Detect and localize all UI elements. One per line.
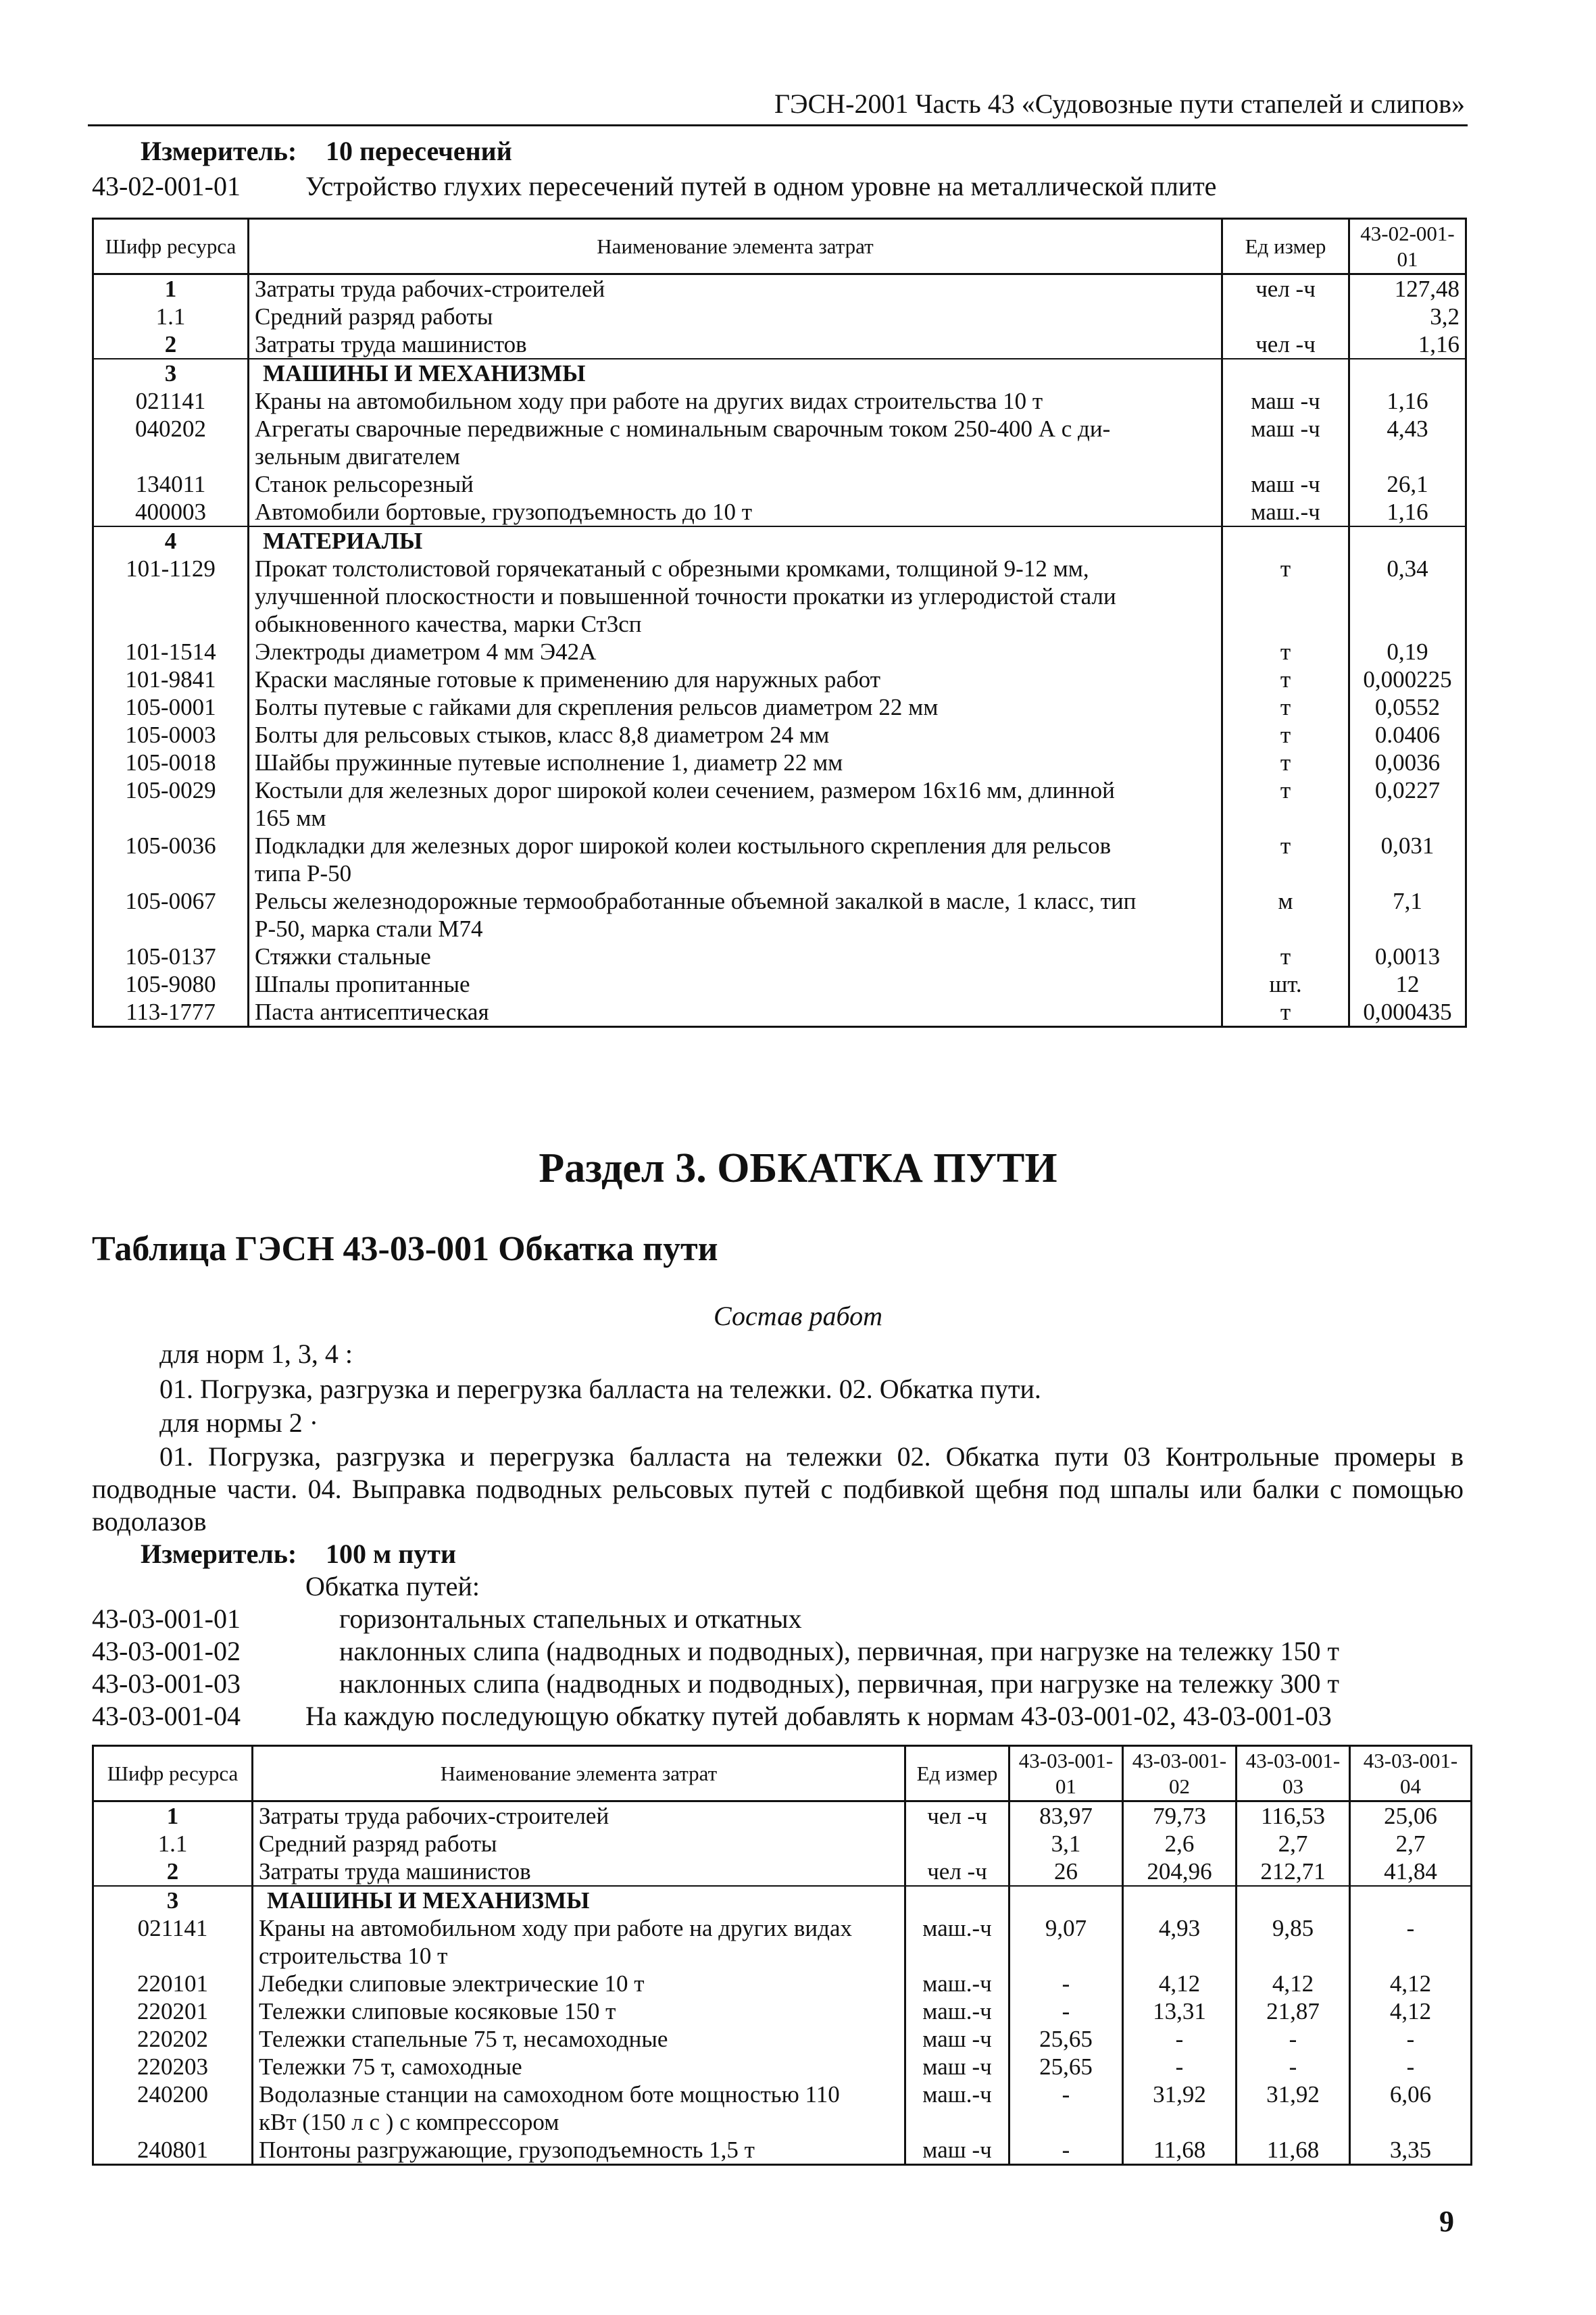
table-row: 105-0018 Шайбы пружинные путевые исполнение 1, диаметр 22 мм т 0,0036 (93, 749, 1466, 776)
col-header-name: Наименование элемента затрат (249, 219, 1222, 274)
table-row: 040202 Агрегаты сварочные передвижные с номинальным сварочным током 250-400 А с ди- зельным двигателем маш -ч 4,43 (93, 415, 1466, 470)
table-row: 105-0067 Рельсы железнодорожные термообработанные объемной закалкой в масле, 1 класс, тип Р-50, марка стали М74 м 7,1 (93, 887, 1466, 943)
measure-label-2: Измеритель: (141, 1539, 297, 1569)
measure-value: 10 пересечений (326, 136, 512, 166)
for-norm-2: для нормы 2 · (159, 1408, 319, 1438)
norm-code: 43-03-001-03 (92, 1668, 241, 1699)
norm-description: На каждую последующую обкатку путей добавлять к нормам 43-03-001-02, 43-03-001-03 (305, 1701, 1332, 1731)
for-norms-134: для норм 1, 3, 4 : (159, 1339, 353, 1369)
col-header-code: Шифр ресурса (93, 219, 249, 274)
norm-code: 43-03-001-04 (92, 1701, 241, 1731)
table-row: 3 МАШИНЫ И МЕХАНИЗМЫ (93, 359, 1466, 387)
norm-description: наклонных слипа (надводных и подводных), первичная, при нагрузке на тележку 300 т (339, 1668, 1339, 1699)
col-header-norm-2: 43-03-001-02 (1123, 1746, 1237, 1801)
resource-table-43-03 (92, 1745, 1472, 2166)
table-row: 1 Затраты труда рабочих-строителей чел -ч 83,97 79,73 116,53 25,06 (93, 1801, 1472, 1831)
col-header-unit: Ед измер (1222, 219, 1349, 274)
table-row: 2 Затраты труда машинистов чел -ч 26 204,96 212,71 41,84 (93, 1858, 1472, 1886)
norm-description: горизонтальных стапельных и откатных (339, 1603, 802, 1634)
table-title: Таблица ГЭСН 43-03-001 Обкатка пути (92, 1230, 718, 1268)
table-row: 1 Затраты труда рабочих-строителей чел -ч 127,48 (93, 274, 1466, 303)
norm-code: 43-02-001-01 (92, 171, 241, 201)
table-row: 021141 Краны на автомобильном ходу при работе на других видах строительства 10 т маш.-ч 9,07 4,93 9,85 - (93, 1914, 1472, 1970)
table-row: 220202 Тележки стапельные 75 т, несамоходные маш -ч 25,65 - - - (93, 2025, 1472, 2053)
norm-code: 43-03-001-01 (92, 1603, 241, 1634)
table-row: 105-0001 Болты путевые с гайками для скрепления рельсов диаметром 22 мм т 0,0552 (93, 693, 1466, 721)
section-title: Раздел 3. ОБКАТКА ПУТИ (539, 1145, 1057, 1191)
table-row: 220201 Тележки слиповые косяковые 150 т маш.-ч - 13,31 21,87 4,12 (93, 1997, 1472, 2025)
col-header-code: Шифр ресурса (93, 1746, 253, 1801)
running-header: ГЭСН-2001 Часть 43 «Судовозные пути стапелей и слипов» (774, 89, 1465, 119)
table-row: 101-1129 Прокат толстолистовой горячекатаный с обрезными кромками, толщиной 9-12 мм, улучшенной плоскостности и повышенной точности прокатки из углеродистой стали обыкновенного качества, марки Ст3сп т 0,34 (93, 555, 1466, 638)
work-description-2: 01. Погрузка, разгрузка и перегрузка балласта на тележки 02. Обкатка пути 03 Контрольные промеры в подводные части. 04. Выправка подводных рельсовых путей с подбивкой щебня под шпалы или балки с помощью водолазов (92, 1441, 1464, 1537)
table-row: 220203 Тележки 75 т, самоходные маш -ч 25,65 - - - (93, 2053, 1472, 2081)
col-header-norm-3: 43-03-001-03 (1237, 1746, 1350, 1801)
table-row: 105-0036 Подкладки для железных дорог широкой колеи костыльного скрепления для рельсов типа Р-50 т 0,031 (93, 832, 1466, 887)
table-row: 134011 Станок рельсорезный маш -ч 26,1 (93, 470, 1466, 498)
work-description-134: 01. Погрузка, разгрузка и перегрузка балласта на тележки. 02. Обкатка пути. (159, 1374, 1041, 1404)
measure-value-2: 100 м пути (326, 1539, 456, 1569)
obkatka-heading: Обкатка путей: (305, 1571, 480, 1601)
page-number: 9 (1439, 2205, 1454, 2238)
table-row: 4 МАТЕРИАЛЫ (93, 526, 1466, 555)
composition-heading: Состав работ (714, 1301, 882, 1331)
table-row: 021141 Краны на автомобильном ходу при работе на других видах строительства 10 т маш -ч 1,16 (93, 387, 1466, 415)
col-header-unit: Ед измер (905, 1746, 1009, 1801)
table-row: 1.1 Средний разряд работы 3,1 2,6 2,7 2,7 (93, 1830, 1472, 1858)
col-header-name: Наименование элемента затрат (253, 1746, 905, 1801)
col-header-norm-1: 43-03-001-01 (1009, 1746, 1123, 1801)
measure-label: Измеритель: (141, 136, 297, 166)
table-row: 101-9841 Краски масляные готовые к применению для наружных работ т 0,000225 (93, 666, 1466, 693)
table-row: 3 МАШИНЫ И МЕХАНИЗМЫ (93, 1886, 1472, 1914)
table-row: 105-0029 Костыли для железных дорог широкой колеи сечением, размером 16х16 мм, длинной 165 мм т 0,0227 (93, 776, 1466, 832)
table-row: 400003 Автомобили бортовые, грузоподъемность до 10 т маш.-ч 1,16 (93, 498, 1466, 526)
table-row: 113-1777 Паста антисептическая т 0,000435 (93, 998, 1466, 1027)
table-row: 2 Затраты труда машинистов чел -ч 1,16 (93, 330, 1466, 359)
norm-description: наклонных слипа (надводных и подводных), первичная, при нагрузке на тележку 150 т (339, 1636, 1339, 1666)
table-row: 240200 Водолазные станции на самоходном боте мощностью 110 кВт (150 л с ) с компрессором маш.-ч - 31,92 31,92 6,06 (93, 2081, 1472, 2136)
table-row: 105-0137 Стяжки стальные т 0,0013 (93, 943, 1466, 970)
col-header-norm: 43-02-001-01 (1349, 219, 1466, 274)
col-header-norm-4: 43-03-001-04 (1350, 1746, 1472, 1801)
table-row: 220101 Лебедки слиповые электрические 10 т маш.-ч - 4,12 4,12 4,12 (93, 1970, 1472, 1997)
table-row: 105-0003 Болты для рельсовых стыков, класс 8,8 диаметром 24 мм т 0.0406 (93, 721, 1466, 749)
table-row: 240801 Понтоны разгружающие, грузоподъемность 1,5 т маш -ч - 11,68 11,68 3,35 (93, 2136, 1472, 2165)
norm-code: 43-03-001-02 (92, 1636, 241, 1666)
norm-description: Устройство глухих пересечений путей в одном уровне на металлической плите (305, 171, 1217, 201)
table-row: 1.1 Средний разряд работы 3,2 (93, 303, 1466, 330)
table-row: 101-1514 Электроды диаметром 4 мм Э42А т 0,19 (93, 638, 1466, 666)
table-row: 105-9080 Шпалы пропитанные шт. 12 (93, 970, 1466, 998)
resource-table-43-02 (92, 218, 1467, 1028)
header-rule (88, 124, 1468, 126)
